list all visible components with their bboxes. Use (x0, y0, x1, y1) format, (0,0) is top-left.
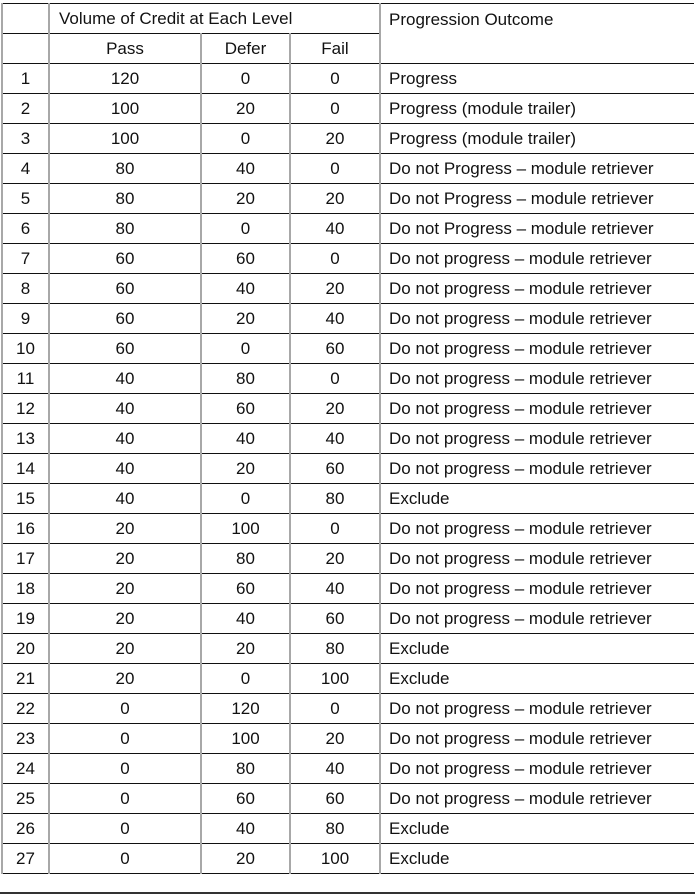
fail-credit-cell: 60 (290, 454, 380, 484)
pass-credit-cell: 60 (49, 244, 201, 274)
pass-credit-cell: 0 (49, 754, 201, 784)
table-row (2, 304, 694, 334)
fail-credit-cell: 0 (290, 514, 380, 544)
pass-credit-cell: 20 (49, 514, 201, 544)
defer-credit-cell: 60 (201, 244, 290, 274)
pass-credit-cell: 80 (49, 154, 201, 184)
progression-outcome-cell: Do not progress – module retriever (380, 784, 694, 814)
header-index-blank (2, 34, 49, 64)
progression-outcome-cell: Exclude (380, 484, 694, 514)
progression-outcome-cell: Do not progress – module retriever (380, 244, 694, 274)
row-number: 10 (2, 334, 49, 364)
pass-credit-cell: 20 (49, 574, 201, 604)
pass-credit-cell: 40 (49, 424, 201, 454)
pass-credit-cell: 60 (49, 274, 201, 304)
row-number: 17 (2, 544, 49, 574)
header-fail: Fail (290, 34, 380, 64)
row-number: 27 (2, 844, 49, 874)
defer-credit-cell: 80 (201, 544, 290, 574)
defer-credit-cell: 40 (201, 154, 290, 184)
progression-outcome-cell: Do not progress – module retriever (380, 364, 694, 394)
pass-credit-cell: 120 (49, 64, 201, 94)
table-row (2, 154, 694, 184)
table-row (2, 604, 694, 634)
defer-credit-cell: 20 (201, 634, 290, 664)
progression-outcome-cell: Exclude (380, 664, 694, 694)
progression-outcome-cell: Do not Progress – module retriever (380, 214, 694, 244)
fail-credit-cell: 60 (290, 784, 380, 814)
pass-credit-cell: 80 (49, 214, 201, 244)
header-pass: Pass (49, 34, 201, 64)
table-body (2, 64, 694, 874)
defer-credit-cell: 40 (201, 604, 290, 634)
row-number: 23 (2, 724, 49, 754)
row-number: 1 (2, 64, 49, 94)
defer-credit-cell: 60 (201, 394, 290, 424)
progression-outcome-cell: Do not Progress – module retriever (380, 154, 694, 184)
table-row (2, 634, 694, 664)
header-defer: Defer (201, 34, 290, 64)
fail-credit-cell: 20 (290, 394, 380, 424)
pass-credit-cell: 60 (49, 304, 201, 334)
fail-credit-cell: 20 (290, 124, 380, 154)
table-row (2, 64, 694, 94)
defer-credit-cell: 0 (201, 124, 290, 154)
table-row (2, 784, 694, 814)
table-row (2, 334, 694, 364)
progression-outcome-cell: Exclude (380, 814, 694, 844)
defer-credit-cell: 20 (201, 304, 290, 334)
table-row (2, 274, 694, 304)
pass-credit-cell: 40 (49, 484, 201, 514)
progression-outcome-cell: Do not progress – module retriever (380, 574, 694, 604)
defer-credit-cell: 40 (201, 274, 290, 304)
row-number: 14 (2, 454, 49, 484)
table-row (2, 724, 694, 754)
row-number: 16 (2, 514, 49, 544)
progression-outcome-cell: Progress (module trailer) (380, 124, 694, 154)
table-row (2, 814, 694, 844)
pass-credit-cell: 0 (49, 724, 201, 754)
row-number: 3 (2, 124, 49, 154)
progression-outcome-cell: Exclude (380, 634, 694, 664)
row-number: 26 (2, 814, 49, 844)
fail-credit-cell: 60 (290, 604, 380, 634)
defer-credit-cell: 20 (201, 184, 290, 214)
pass-credit-cell: 20 (49, 634, 201, 664)
fail-credit-cell: 0 (290, 244, 380, 274)
pass-credit-cell: 0 (49, 694, 201, 724)
pass-credit-cell: 40 (49, 454, 201, 484)
pass-credit-cell: 20 (49, 664, 201, 694)
defer-credit-cell: 0 (201, 64, 290, 94)
progression-outcome-cell: Do not progress – module retriever (380, 514, 694, 544)
progression-outcome-cell: Do not progress – module retriever (380, 604, 694, 634)
fail-credit-cell: 20 (290, 544, 380, 574)
row-number: 25 (2, 784, 49, 814)
fail-credit-cell: 40 (290, 574, 380, 604)
progression-table-container (1, 3, 694, 894)
pass-credit-cell: 100 (49, 124, 201, 154)
progression-outcome-table (1, 3, 694, 874)
defer-credit-cell: 100 (201, 514, 290, 544)
progression-outcome-cell: Do not progress – module retriever (380, 394, 694, 424)
fail-credit-cell: 0 (290, 154, 380, 184)
table-row (2, 94, 694, 124)
progression-outcome-cell: Progress (380, 64, 694, 94)
table-row (2, 124, 694, 154)
defer-credit-cell: 20 (201, 94, 290, 124)
defer-credit-cell: 0 (201, 334, 290, 364)
table-row (2, 454, 694, 484)
row-number: 15 (2, 484, 49, 514)
progression-outcome-cell: Do not progress – module retriever (380, 724, 694, 754)
defer-credit-cell: 80 (201, 364, 290, 394)
defer-credit-cell: 40 (201, 814, 290, 844)
defer-credit-cell: 0 (201, 664, 290, 694)
fail-credit-cell: 80 (290, 484, 380, 514)
fail-credit-cell: 20 (290, 724, 380, 754)
fail-credit-cell: 80 (290, 634, 380, 664)
defer-credit-cell: 120 (201, 694, 290, 724)
row-number: 4 (2, 154, 49, 184)
defer-credit-cell: 60 (201, 574, 290, 604)
header-progression-outcome: Progression Outcome (380, 4, 694, 64)
fail-credit-cell: 40 (290, 424, 380, 454)
fail-credit-cell: 0 (290, 694, 380, 724)
table-row (2, 214, 694, 244)
table-row (2, 694, 694, 724)
defer-credit-cell: 0 (201, 214, 290, 244)
fail-credit-cell: 20 (290, 274, 380, 304)
progression-outcome-cell: Do not progress – module retriever (380, 694, 694, 724)
row-number: 11 (2, 364, 49, 394)
row-number: 8 (2, 274, 49, 304)
progression-outcome-cell: Progress (module trailer) (380, 94, 694, 124)
table-row (2, 484, 694, 514)
pass-credit-cell: 0 (49, 814, 201, 844)
defer-credit-cell: 20 (201, 454, 290, 484)
fail-credit-cell: 40 (290, 304, 380, 334)
header-credit-volume: Volume of Credit at Each Level (49, 4, 380, 34)
row-number: 6 (2, 214, 49, 244)
table-row (2, 364, 694, 394)
table-row (2, 424, 694, 454)
progression-outcome-cell: Do not progress – module retriever (380, 304, 694, 334)
progression-outcome-cell: Do not progress – module retriever (380, 274, 694, 304)
progression-outcome-cell: Do not progress – module retriever (380, 334, 694, 364)
fail-credit-cell: 80 (290, 814, 380, 844)
fail-credit-cell: 40 (290, 754, 380, 784)
fail-credit-cell: 100 (290, 844, 380, 874)
fail-credit-cell: 0 (290, 64, 380, 94)
pass-credit-cell: 0 (49, 844, 201, 874)
progression-outcome-cell: Do not progress – module retriever (380, 754, 694, 784)
fail-credit-cell: 20 (290, 184, 380, 214)
pass-credit-cell: 80 (49, 184, 201, 214)
defer-credit-cell: 60 (201, 784, 290, 814)
row-number: 2 (2, 94, 49, 124)
row-number: 24 (2, 754, 49, 784)
defer-credit-cell: 40 (201, 424, 290, 454)
defer-credit-cell: 100 (201, 724, 290, 754)
row-number: 22 (2, 694, 49, 724)
table-row (2, 394, 694, 424)
row-number: 9 (2, 304, 49, 334)
progression-outcome-cell: Do not progress – module retriever (380, 454, 694, 484)
header-row-group (2, 4, 694, 34)
row-number: 19 (2, 604, 49, 634)
progression-outcome-cell: Exclude (380, 844, 694, 874)
table-row (2, 574, 694, 604)
row-number: 7 (2, 244, 49, 274)
fail-credit-cell: 100 (290, 664, 380, 694)
fail-credit-cell: 0 (290, 94, 380, 124)
fail-credit-cell: 60 (290, 334, 380, 364)
table-row (2, 244, 694, 274)
fail-credit-cell: 40 (290, 214, 380, 244)
pass-credit-cell: 40 (49, 394, 201, 424)
pass-credit-cell: 20 (49, 544, 201, 574)
row-number: 13 (2, 424, 49, 454)
defer-credit-cell: 80 (201, 754, 290, 784)
progression-outcome-cell: Do not Progress – module retriever (380, 184, 694, 214)
row-number: 20 (2, 634, 49, 664)
pass-credit-cell: 0 (49, 784, 201, 814)
row-number: 12 (2, 394, 49, 424)
header-index-corner (2, 4, 49, 34)
pass-credit-cell: 20 (49, 604, 201, 634)
table-row (2, 514, 694, 544)
table-row (2, 544, 694, 574)
fail-credit-cell: 0 (290, 364, 380, 394)
table-row (2, 754, 694, 784)
table-row (2, 184, 694, 214)
defer-credit-cell: 20 (201, 844, 290, 874)
pass-credit-cell: 60 (49, 334, 201, 364)
progression-outcome-cell: Do not progress – module retriever (380, 424, 694, 454)
defer-credit-cell: 0 (201, 484, 290, 514)
table-row (2, 844, 694, 874)
row-number: 5 (2, 184, 49, 214)
row-number: 21 (2, 664, 49, 694)
progression-outcome-cell: Do not progress – module retriever (380, 544, 694, 574)
pass-credit-cell: 100 (49, 94, 201, 124)
row-number: 18 (2, 574, 49, 604)
pass-credit-cell: 40 (49, 364, 201, 394)
table-row (2, 664, 694, 694)
